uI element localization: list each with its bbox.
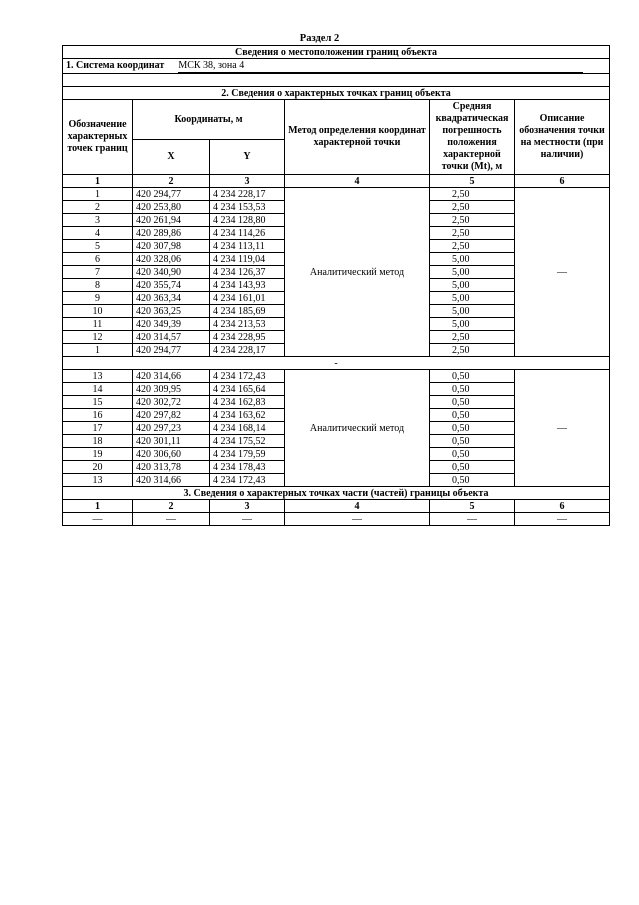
coord-x: 420 289,86	[133, 227, 210, 240]
coord-x: 420 363,25	[133, 305, 210, 318]
coord-y: 4 234 213,53	[210, 318, 285, 331]
section3-title: 3. Сведения о характерных точках части (частей) границы объекта	[63, 487, 610, 500]
col-number: 3	[210, 500, 285, 513]
coord-x: 420 307,98	[133, 240, 210, 253]
point-number: 4	[63, 227, 133, 240]
accuracy-cell: 5,00	[430, 253, 515, 266]
section2-title: 2. Сведения о характерных точках границ объекта	[63, 87, 610, 100]
col-number: 5	[430, 175, 515, 188]
col-number: 1	[63, 500, 133, 513]
empty-cell: —	[133, 513, 210, 526]
coord-x: 420 340,90	[133, 266, 210, 279]
point-number: 18	[63, 435, 133, 448]
point-number: 1	[63, 344, 133, 357]
point-number: 19	[63, 448, 133, 461]
point-number: 15	[63, 396, 133, 409]
empty-cell: —	[515, 513, 610, 526]
accuracy-cell: 5,00	[430, 292, 515, 305]
coord-y: 4 234 163,62	[210, 409, 285, 422]
accuracy-cell: 0,50	[430, 435, 515, 448]
col-header-point: Обозначение характерных точек границ	[63, 100, 133, 175]
col-number: 2	[133, 175, 210, 188]
coord-x: 420 253,80	[133, 201, 210, 214]
description-cell: —	[515, 188, 610, 357]
col-header-x: X	[133, 139, 210, 174]
coord-y: 4 234 114,26	[210, 227, 285, 240]
point-number: 5	[63, 240, 133, 253]
accuracy-cell: 2,50	[430, 201, 515, 214]
method-cell: Аналитический метод	[285, 188, 430, 357]
empty-cell: —	[210, 513, 285, 526]
coord-x: 420 306,60	[133, 448, 210, 461]
accuracy-cell: 0,50	[430, 370, 515, 383]
spacer-row	[63, 74, 610, 87]
col-number: 1	[63, 175, 133, 188]
col-header-accuracy: Средняя квадратическая погрешность положения характерной точки (Mt), м	[430, 100, 515, 175]
coord-y: 4 234 168,14	[210, 422, 285, 435]
coord-y: 4 234 113,11	[210, 240, 285, 253]
point-number: 8	[63, 279, 133, 292]
coord-y: 4 234 228,17	[210, 188, 285, 201]
coord-system-value: МСК 38, зона 4	[178, 60, 583, 73]
accuracy-cell: 2,50	[430, 188, 515, 201]
coord-x: 420 349,39	[133, 318, 210, 331]
col-number: 2	[133, 500, 210, 513]
table-row	[63, 188, 610, 201]
coord-x: 420 294,77	[133, 188, 210, 201]
col-header-coords: Координаты, м	[133, 100, 285, 140]
coord-x: 420 301,11	[133, 435, 210, 448]
empty-cell: —	[285, 513, 430, 526]
accuracy-cell: 2,50	[430, 344, 515, 357]
coord-y: 4 234 228,17	[210, 344, 285, 357]
coord-x: 420 294,77	[133, 344, 210, 357]
col-header-y: Y	[210, 139, 285, 174]
table-row	[63, 370, 610, 383]
method-cell: Аналитический метод	[285, 370, 430, 487]
coord-y: 4 234 179,59	[210, 448, 285, 461]
accuracy-cell: 2,50	[430, 240, 515, 253]
coord-y: 4 234 161,01	[210, 292, 285, 305]
coord-y: 4 234 143,93	[210, 279, 285, 292]
point-number: 3	[63, 214, 133, 227]
coord-y: 4 234 162,83	[210, 396, 285, 409]
accuracy-cell: 0,50	[430, 461, 515, 474]
accuracy-cell: 0,50	[430, 409, 515, 422]
coord-system-label: 1. Система координат	[66, 59, 165, 71]
point-number: 20	[63, 461, 133, 474]
coord-x: 420 328,06	[133, 253, 210, 266]
coord-system-row	[63, 59, 610, 74]
coord-x: 420 313,78	[133, 461, 210, 474]
coord-x: 420 302,72	[133, 396, 210, 409]
accuracy-cell: 5,00	[430, 318, 515, 331]
point-number: 14	[63, 383, 133, 396]
accuracy-cell: 2,50	[430, 227, 515, 240]
coord-y: 4 234 119,04	[210, 253, 285, 266]
point-number: 13	[63, 474, 133, 487]
coord-y: 4 234 128,80	[210, 214, 285, 227]
point-number: 10	[63, 305, 133, 318]
coord-x: 420 309,95	[133, 383, 210, 396]
section-title: Раздел 2	[299, 33, 340, 44]
col-number: 6	[515, 500, 610, 513]
col-number: 3	[210, 175, 285, 188]
coord-y: 4 234 175,52	[210, 435, 285, 448]
coord-x: 420 297,82	[133, 409, 210, 422]
point-number: 2	[63, 201, 133, 214]
accuracy-cell: 0,50	[430, 383, 515, 396]
accuracy-cell: 2,50	[430, 331, 515, 344]
coord-x: 420 297,23	[133, 422, 210, 435]
point-number: 1	[63, 188, 133, 201]
col-number: 6	[515, 175, 610, 188]
col-number: 5	[430, 500, 515, 513]
coord-y: 4 234 153,53	[210, 201, 285, 214]
point-number: 6	[63, 253, 133, 266]
accuracy-cell: 5,00	[430, 266, 515, 279]
accuracy-cell: 2,50	[430, 214, 515, 227]
coord-x: 420 314,66	[133, 474, 210, 487]
coord-x: 420 314,57	[133, 331, 210, 344]
point-number: 11	[63, 318, 133, 331]
coord-y: 4 234 172,43	[210, 474, 285, 487]
coord-y: 4 234 185,69	[210, 305, 285, 318]
main-header: Сведения о местоположении границ объекта	[63, 46, 610, 59]
coord-x: 420 314,66	[133, 370, 210, 383]
description-cell: —	[515, 370, 610, 487]
coord-x: 420 261,94	[133, 214, 210, 227]
group-separator: -	[63, 357, 610, 370]
accuracy-cell: 5,00	[430, 305, 515, 318]
coord-y: 4 234 228,95	[210, 331, 285, 344]
accuracy-cell: 0,50	[430, 448, 515, 461]
accuracy-cell: 0,50	[430, 396, 515, 409]
coord-y: 4 234 126,37	[210, 266, 285, 279]
point-number: 7	[63, 266, 133, 279]
col-header-desc: Описание обозначения точки на местности (при наличии)	[515, 100, 610, 175]
point-number: 9	[63, 292, 133, 305]
coord-y: 4 234 178,43	[210, 461, 285, 474]
col-number: 4	[285, 500, 430, 513]
coord-x: 420 355,74	[133, 279, 210, 292]
accuracy-cell: 5,00	[430, 279, 515, 292]
point-number: 17	[63, 422, 133, 435]
point-number: 13	[63, 370, 133, 383]
empty-cell: —	[63, 513, 133, 526]
boundary-table	[62, 45, 610, 526]
coord-y: 4 234 165,64	[210, 383, 285, 396]
point-number: 12	[63, 331, 133, 344]
col-header-method: Метод определения координат характерной точки	[285, 100, 430, 175]
accuracy-cell: 0,50	[430, 422, 515, 435]
coord-x: 420 363,34	[133, 292, 210, 305]
accuracy-cell: 0,50	[430, 474, 515, 487]
col-number: 4	[285, 175, 430, 188]
point-number: 16	[63, 409, 133, 422]
coord-y: 4 234 172,43	[210, 370, 285, 383]
empty-cell: —	[430, 513, 515, 526]
